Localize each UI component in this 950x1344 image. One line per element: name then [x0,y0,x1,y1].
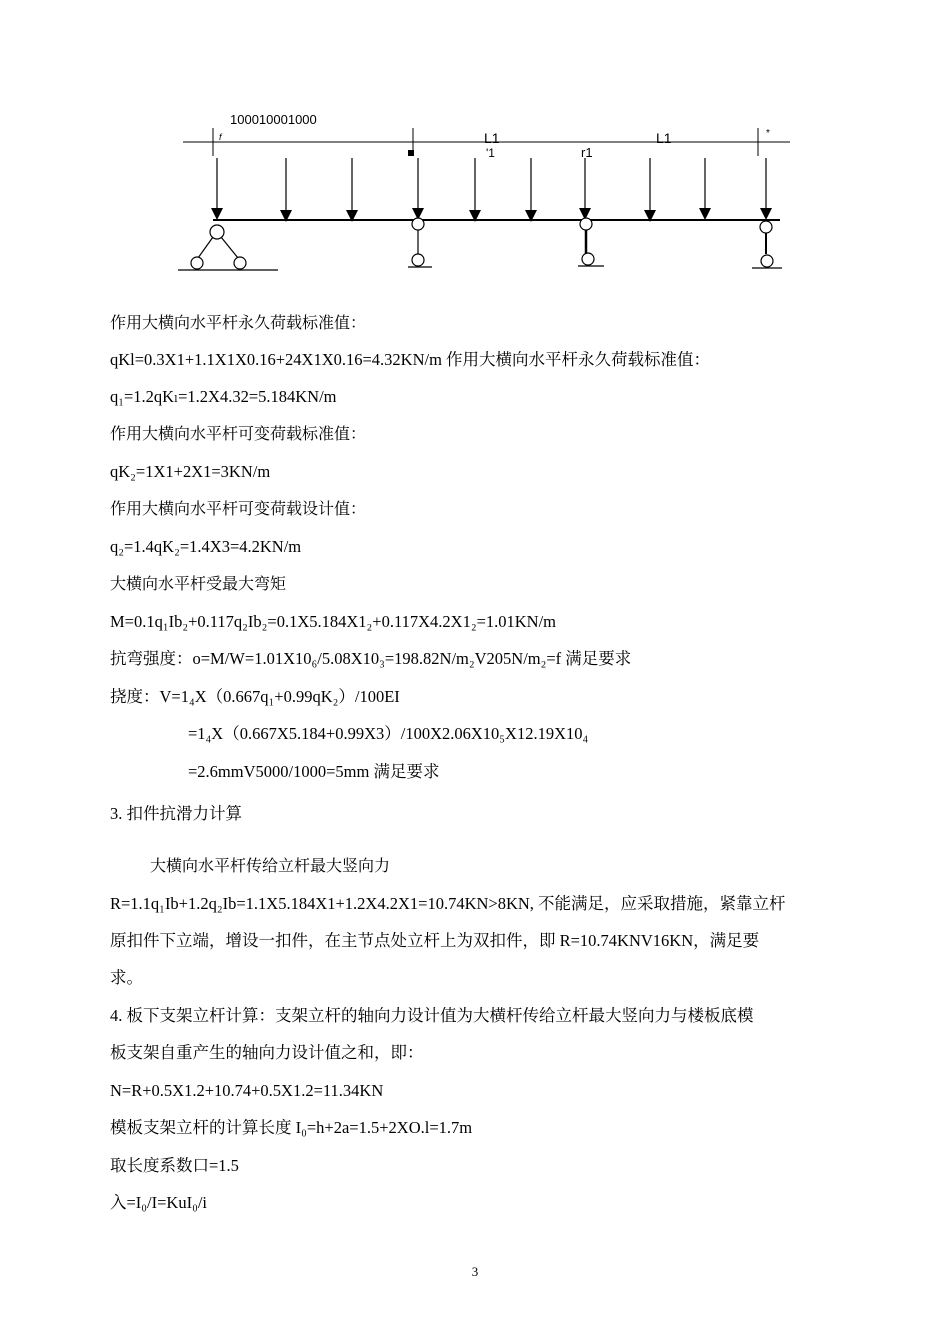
span-label: 100010001000 [230,112,317,127]
text-line: qK₂=1X1+2X1=3KN/m [110,462,271,481]
roller-support-3 [578,218,604,266]
text-line: 挠度：V=1₄X（0.667q₁+0.99qK₂）/100EI [110,687,400,706]
text-line: q₁=1.2qKₗ=1.2X4.32=5.184KN/m [110,387,337,406]
text-line: M=0.1q₁Ib₂+0.117q₂Ib₂=0.1X5.184X1₂+0.117X4.2X1₂=1.01KN/m [110,612,557,631]
text-line: 抗弯强度：o=M/W=1.01X10₆/5.08X10₃=198.82N/m₂V205N/m₂=f 满足要求 [110,649,632,668]
text-line: q₂=1.4qK₂=1.4X3=4.2KN/m [110,537,302,556]
text-line: 作用大横向水平杆可变荷载标准值： [110,424,367,443]
roller-support-4 [752,221,782,268]
text-line: 求。 [110,968,143,987]
tick-star: * [766,128,770,139]
l1-left-label: L1 [484,130,500,146]
page-number: 3 [471,1264,479,1279]
text-line: =2.6mmV5000/1000=5mm 满足要求 [188,762,440,781]
text-line: =1₄X（0.667X5.184+0.99X3）/100X2.06X10₅X12.19X10₄ [188,724,589,743]
text-line: 板支架自重产生的轴向力设计值之和，即： [110,1043,424,1062]
pin-support [178,225,278,270]
text-line: 取长度系数口=1.5 [110,1156,239,1175]
text-line: R=1.1q₁Ib+1.2q₂Ib=1.1X5.184X1+1.2X4.2X1=10.74KN>8KN, 不能满足，应采取措施，紧靠立杆 [110,894,786,913]
text-line: 模板支架立杆的计算长度 I₀=h+2a=1.5+2XO.l=1.7m [110,1118,473,1137]
beam-load-diagram [0,0,950,290]
text-line: qKl=0.3X1+1.1X1X0.16+24X1X0.16=4.32KN/m 作用大横向水平杆永久荷载标准值： [110,350,711,369]
section-heading: 3. 扣件抗滑力计算 [110,804,242,823]
text-line: 大横向水平杆传给立杆最大竖向力 [150,856,391,875]
mark-r1: r1 [581,145,593,160]
text-line: 作用大横向水平杆可变荷载设计值： [110,499,367,518]
l1-right-label: L1 [656,130,672,146]
text-line: 原扣件下立端，增设一扣件，在主节点处立杆上为双扣件，即 R=10.74KNV16KN，满足要 [110,931,760,950]
text-line: 大横向水平杆受最大弯矩 [110,574,287,593]
roller-support-2 [408,218,432,267]
tick-f: f [219,132,222,142]
load-arrows [217,158,766,212]
text-line: 入=I₀/I=KuI₀/i [110,1193,208,1212]
section-heading: 4. 板下支架立杆计算：支架立杆的轴向力设计值为大横杆传给立杆最大竖向力与楼板底模 [110,1006,754,1025]
text-line: N=R+0.5X1.2+10.74+0.5X1.2=11.34KN [110,1081,384,1100]
mark-1: '1 [486,146,495,160]
text-line: 作用大横向水平杆永久荷载标准值： [110,313,367,332]
